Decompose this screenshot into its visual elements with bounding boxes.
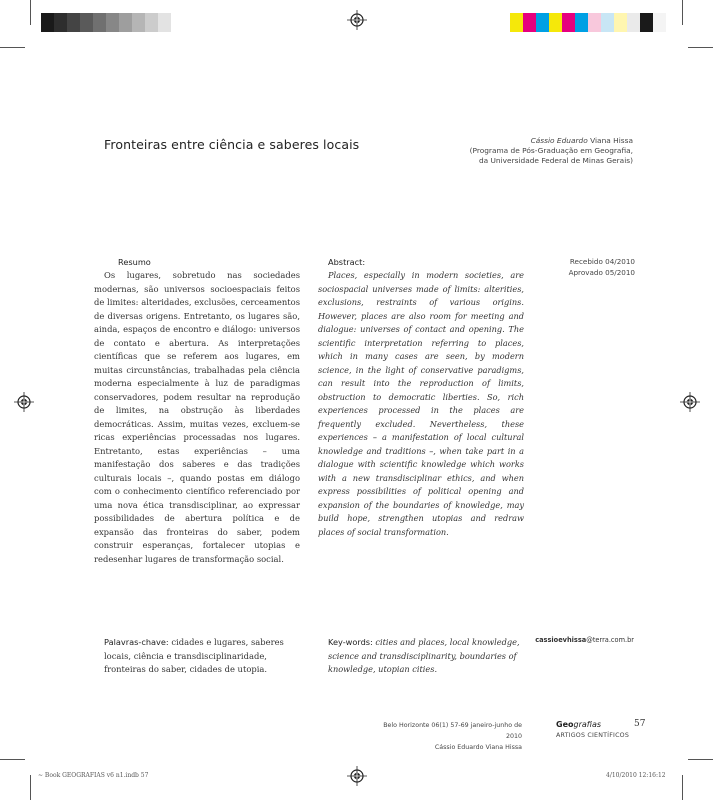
crop-mark xyxy=(30,0,31,25)
journal-name-bold: Geo xyxy=(556,720,574,729)
process-color-bar xyxy=(510,13,666,32)
received-date: Recebido 04/2010 xyxy=(569,257,635,266)
footer-citation-block xyxy=(380,720,522,753)
color-swatch xyxy=(601,13,614,32)
grayscale-color-bar xyxy=(41,13,171,32)
footer-citation: Belo Horizonte 06(1) 57-69 janeiro-junho de 2010 xyxy=(383,722,522,740)
gray-swatch xyxy=(67,13,80,32)
gray-swatch xyxy=(80,13,93,32)
color-swatch xyxy=(549,13,562,32)
abstract-body xyxy=(318,269,524,539)
color-swatch xyxy=(614,13,627,32)
email-user: cassioevhissa xyxy=(535,636,587,644)
color-swatch xyxy=(523,13,536,32)
color-swatch xyxy=(588,13,601,32)
color-swatch xyxy=(510,13,523,32)
gray-swatch xyxy=(41,13,54,32)
gray-swatch xyxy=(93,13,106,32)
crop-mark xyxy=(688,759,713,760)
color-swatch xyxy=(562,13,575,32)
crop-mark xyxy=(0,759,25,760)
journal-name xyxy=(556,720,601,729)
gray-swatch xyxy=(132,13,145,32)
gray-swatch xyxy=(158,13,171,32)
footer-author: Cássio Eduardo Viana Hissa xyxy=(434,744,522,751)
author-email[interactable] xyxy=(535,636,634,644)
registration-target-icon xyxy=(347,10,367,30)
keywords-pt xyxy=(104,636,309,677)
keywords-en-label: Key-words: xyxy=(328,637,373,647)
color-swatch xyxy=(627,13,640,32)
keywords-en-text: cities and places, local knowledge, science and transdisciplinarity, boundaries of knowledge, utopian cities. xyxy=(328,637,520,674)
resumo-paragraph: Os lugares, sobretudo nas sociedades modernas, são universos socioespaciais feitos de limites: alteridades, exclusões, cerceamentos de diversas origens. Entretanto, os lugares são, ainda, espaços de encontro e diálogo: universos de contato e abertura. As interpretações científicas que se referem aos lugares, em muitas circunstâncias, trabalhadas pela ciência moderna especialmente à luz de paradigmas conservadores, podem resultar na reprodução de limites, na obstrução às liberdades democráticas. Assim, muitas vezes, excluem-se ricas experiências processadas nos lugares. Entretanto, estas experiências – uma manifestação dos saberes e das tradições culturais locais –, quando postas em diálogo com o conhecimento científico referenciado por uma nova ética transdisciplinar, ao expressar possibilidades de abertura política e de expansão das fronteiras do saber, podem construir esperanças, fortalecer utopias e redesenhar lugares de transformação social. xyxy=(94,270,300,564)
crop-mark xyxy=(682,775,683,800)
submission-dates xyxy=(569,257,635,278)
gray-swatch xyxy=(145,13,158,32)
resumo-body xyxy=(94,269,300,566)
author-block xyxy=(470,136,633,166)
color-swatch xyxy=(640,13,653,32)
crop-mark xyxy=(682,0,683,25)
color-swatch xyxy=(536,13,549,32)
article-title: Fronteiras entre ciência e saberes locais xyxy=(104,137,360,152)
author-first-name: Cássio Eduardo xyxy=(530,136,588,145)
crop-mark xyxy=(30,775,31,800)
gray-swatch xyxy=(54,13,67,32)
registration-target-icon xyxy=(14,392,34,412)
crop-mark xyxy=(688,47,713,48)
resumo-heading: Resumo xyxy=(118,257,151,267)
abstract-paragraph: Places, especially in modern societies, are sociospacial universes made of limits: alterities, exclusions, restraints of various origins. However, places are also room for meeting and dialogue: universes of contact and opening. The scientific interpretation referring to places, which in many cases are seen, by modern science, in the light of conservative paradigms, can result into the reproduction of limits, obstruction to democratic liberties. So, rich experiences processed in the places are frequently excluded. Nevertheless, these experiences – a manifestation of local cultural knowledge and traditions –, when take part in a dialogue with scientific knowledge which works with a new transdisciplinar ethics, and when express possibilities of political opening and expansion of the boundaries of knowledge, may build hope, strengthen utopias and redraw places of social transformation. xyxy=(318,270,524,537)
crop-mark xyxy=(0,47,25,48)
color-swatch xyxy=(575,13,588,32)
approved-date: Aprovado 05/2010 xyxy=(568,267,635,277)
abstract-heading: Abstract: xyxy=(328,257,366,267)
print-slug-date: 4/10/2010 12:16:12 xyxy=(606,772,666,779)
keywords-en xyxy=(328,636,528,677)
gray-swatch xyxy=(119,13,132,32)
journal-name-italic: grafias xyxy=(573,720,602,729)
color-swatch xyxy=(653,13,666,32)
email-domain: @terra.com.br xyxy=(586,636,634,644)
affiliation-line: da Universidade Federal de Minas Gerais) xyxy=(478,156,633,165)
print-slug-file: ~ Book GEOGRAFIAS v6 n1.indb 57 xyxy=(38,772,149,779)
keywords-pt-text: cidades e lugares, saberes locais, ciência e transdisciplinaridade, fronteiras do saber, cidades de utopia. xyxy=(104,637,284,674)
gray-swatch xyxy=(106,13,119,32)
affiliation-line: (Programa de Pós-Graduação em Geografia, xyxy=(469,146,633,155)
section-name: ARTIGOS CIENTÍFICOS xyxy=(556,732,630,739)
registration-target-icon xyxy=(680,392,700,412)
page-number: 57 xyxy=(634,719,646,729)
author-last-name: Viana Hissa xyxy=(590,136,633,145)
keywords-pt-label: Palavras-chave: xyxy=(104,637,169,647)
registration-target-icon xyxy=(347,766,367,786)
